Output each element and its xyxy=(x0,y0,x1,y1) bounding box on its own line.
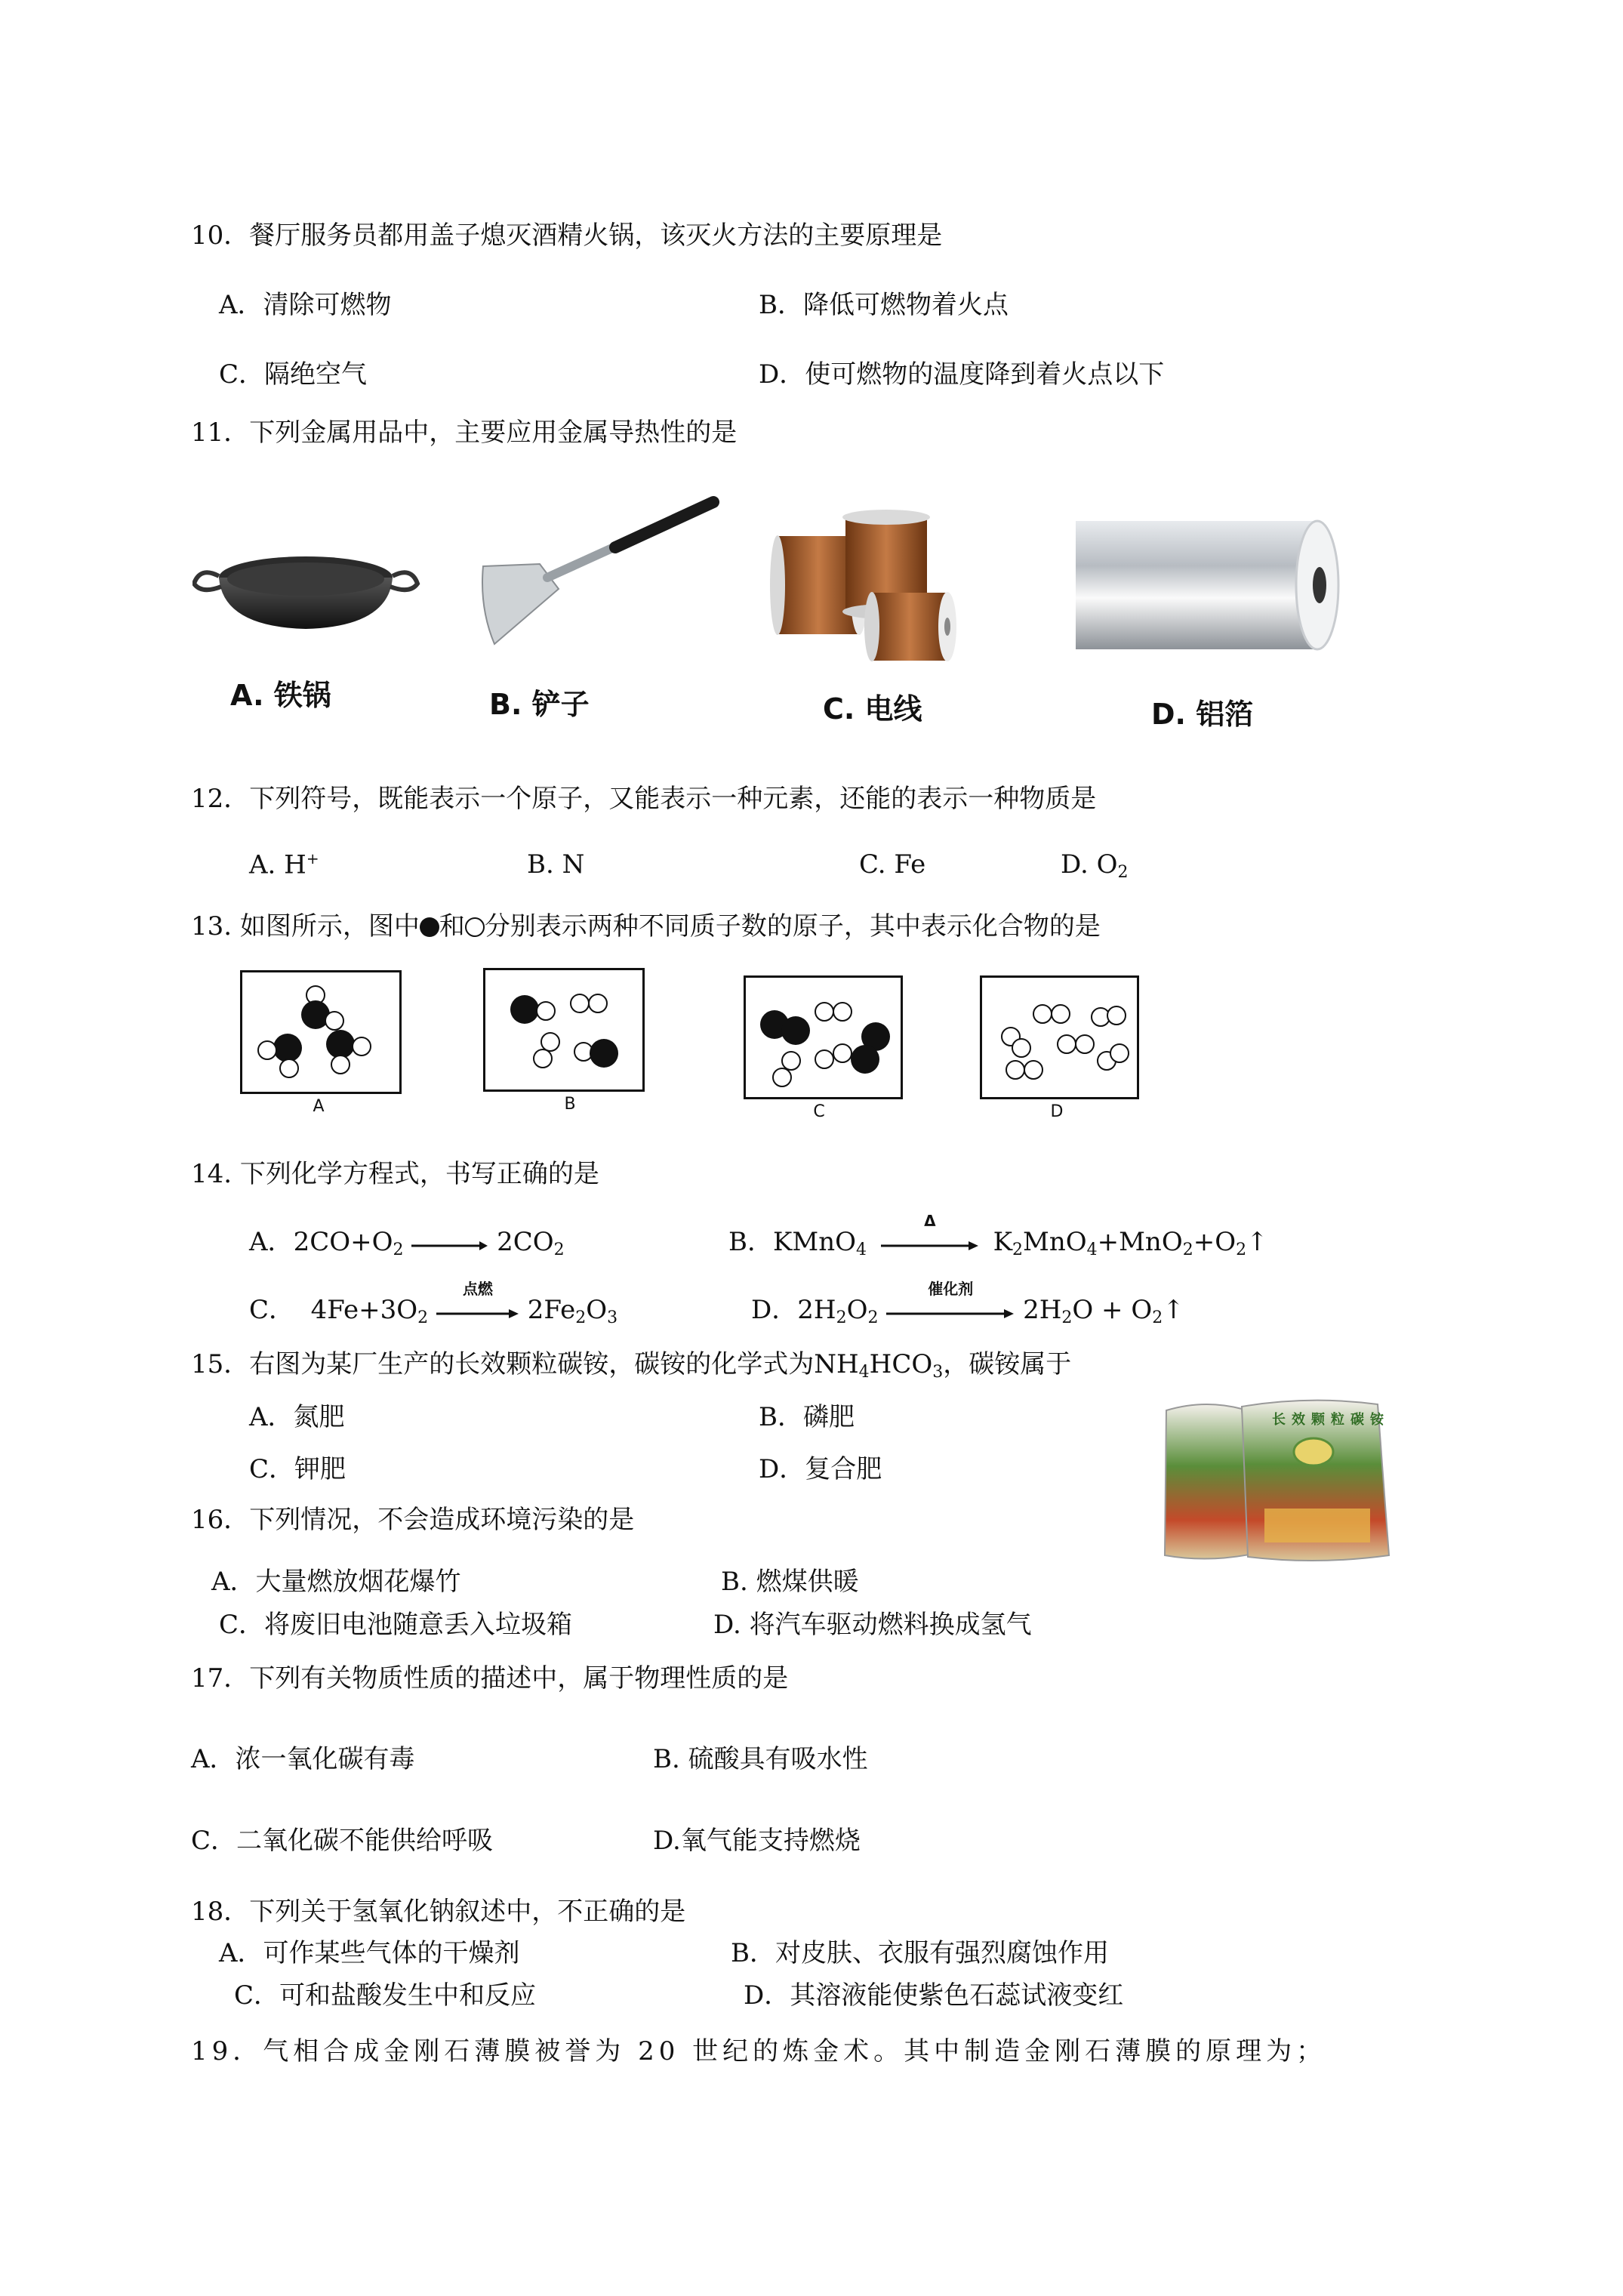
q11-images xyxy=(192,495,1340,668)
wok-image xyxy=(194,556,417,629)
arrow-icon: 点燃 xyxy=(436,1296,519,1327)
q12-option-b: B. N xyxy=(527,849,585,880)
copper-spools-image xyxy=(770,510,956,661)
q14-stem: 14. 下列化学方程式，书写正确的是 xyxy=(191,1159,599,1189)
q14-option-d: D．$2H_2O_2$ 催化剂 $2H_2O$ + $O_2↑$ xyxy=(751,1279,1184,1327)
q11-caption-c: C. 电线 xyxy=(823,692,922,726)
q12-stem: 12．下列符号，既能表示一个原子，又能表示一种元素，还能的表示一种物质是 xyxy=(191,784,1097,814)
q12-option-d: D. $O_2$ xyxy=(1061,849,1129,882)
arrow-icon xyxy=(411,1228,488,1259)
molecule-box-d xyxy=(980,975,1139,1099)
q14-option-a: A．$2CO+O_2$ $2CO_2$ xyxy=(249,1227,565,1259)
q11-caption-d: D. 铝箔 xyxy=(1151,698,1254,731)
q14-option-c: C． $4Fe+3O_2$ 点燃 $2Fe_2O_3$ xyxy=(249,1279,618,1327)
q16-stem: 16．下列情况，不会造成环境污染的是 xyxy=(191,1505,635,1535)
white-atom-icon xyxy=(465,917,485,937)
q10-option-d: D．使可燃物的温度降到着火点以下 xyxy=(759,359,1165,390)
q17-option-d: D.氧气能支持燃烧 xyxy=(653,1826,861,1856)
q15-stem: 15．右图为某厂生产的长效颗粒碳铵，碳铵的化学式为$NH_4HCO_3$，碳铵属于 xyxy=(191,1349,1072,1382)
molecule-label-c: C xyxy=(813,1102,825,1121)
fertilizer-bag-label: 长效颗粒碳铵 xyxy=(1272,1412,1390,1428)
q16-option-b: B. 燃煤供暖 xyxy=(721,1567,859,1597)
arrow-icon: Δ xyxy=(881,1228,979,1259)
q10-stem: 10．餐厅服务员都用盖子熄灭酒精火锅，该灭火方法的主要原理是 xyxy=(191,220,943,251)
molecule-label-a: A xyxy=(313,1097,325,1116)
q10-option-c: C．隔绝空气 xyxy=(219,359,368,390)
foil-roll-image xyxy=(1076,521,1338,649)
molecule-box-b xyxy=(483,968,645,1092)
molecule-label-b: B xyxy=(564,1095,576,1114)
molecule-box-c xyxy=(744,975,903,1099)
q10-option-a: A．清除可燃物 xyxy=(219,290,392,320)
q16-option-a: A．大量燃放烟花爆竹 xyxy=(211,1567,461,1597)
fertilizer-bag-image xyxy=(1159,1395,1431,1565)
q15-option-b: B．磷肥 xyxy=(759,1402,855,1432)
q11-caption-a: A. 铁锅 xyxy=(230,679,331,712)
q12-option-a: A. H+ xyxy=(249,849,319,880)
q11-caption-b: B. 铲子 xyxy=(489,688,590,721)
q17-option-a: A．浓一氧化碳有毒 xyxy=(191,1744,415,1774)
q16-option-c: C．将废旧电池随意丢入垃圾箱 xyxy=(219,1610,573,1640)
q18-stem: 18．下列关于氢氧化钠叙述中，不正确的是 xyxy=(191,1897,686,1927)
black-atom-icon xyxy=(420,917,439,937)
q15-option-c: C．钾肥 xyxy=(249,1454,346,1484)
molecule-box-a xyxy=(240,970,402,1094)
q14-option-b: B．KMnO$_4$ Δ $K_2MnO_4+MnO_2+O_2↑$ xyxy=(728,1211,1268,1259)
q12-option-c: C. Fe xyxy=(859,849,926,880)
q16-option-d: D. 将汽车驱动燃料换成氢气 xyxy=(713,1610,1032,1640)
q18-option-b: B．对皮肤、衣服有强烈腐蚀作用 xyxy=(731,1938,1109,1968)
q17-option-b: B. 硫酸具有吸水性 xyxy=(653,1744,868,1774)
q10-option-b: B．降低可燃物着火点 xyxy=(759,290,1009,320)
spatula-image xyxy=(482,502,713,644)
q17-stem: 17．下列有关物质性质的描述中，属于物理性质的是 xyxy=(191,1663,789,1693)
q15-option-d: D．复合肥 xyxy=(759,1454,882,1484)
arrow-icon: 催化剂 xyxy=(886,1296,1015,1327)
molecule-label-d: D xyxy=(1050,1102,1064,1121)
q13-stem: 13. 如图所示，图中 和 分别表示两种不同质子数的原子，其中表示化合物的是 xyxy=(191,911,1101,942)
q17-option-c: C．二氧化碳不能供给呼吸 xyxy=(191,1826,494,1856)
q19-stem: 19．气相合成金刚石薄膜被誉为 20 世纪的炼金术。其中制造金刚石薄膜的原理为； xyxy=(191,2036,1327,2066)
q18-option-c: C．可和盐酸发生中和反应 xyxy=(234,1980,537,2011)
q11-stem: 11．下列金属用品中，主要应用金属导热性的是 xyxy=(191,418,738,448)
q18-option-d: D．其溶液能使紫色石蕊试液变红 xyxy=(744,1980,1124,2011)
q15-option-a: A．氮肥 xyxy=(249,1402,345,1432)
q18-option-a: A．可作某些气体的干燥剂 xyxy=(219,1938,520,1968)
